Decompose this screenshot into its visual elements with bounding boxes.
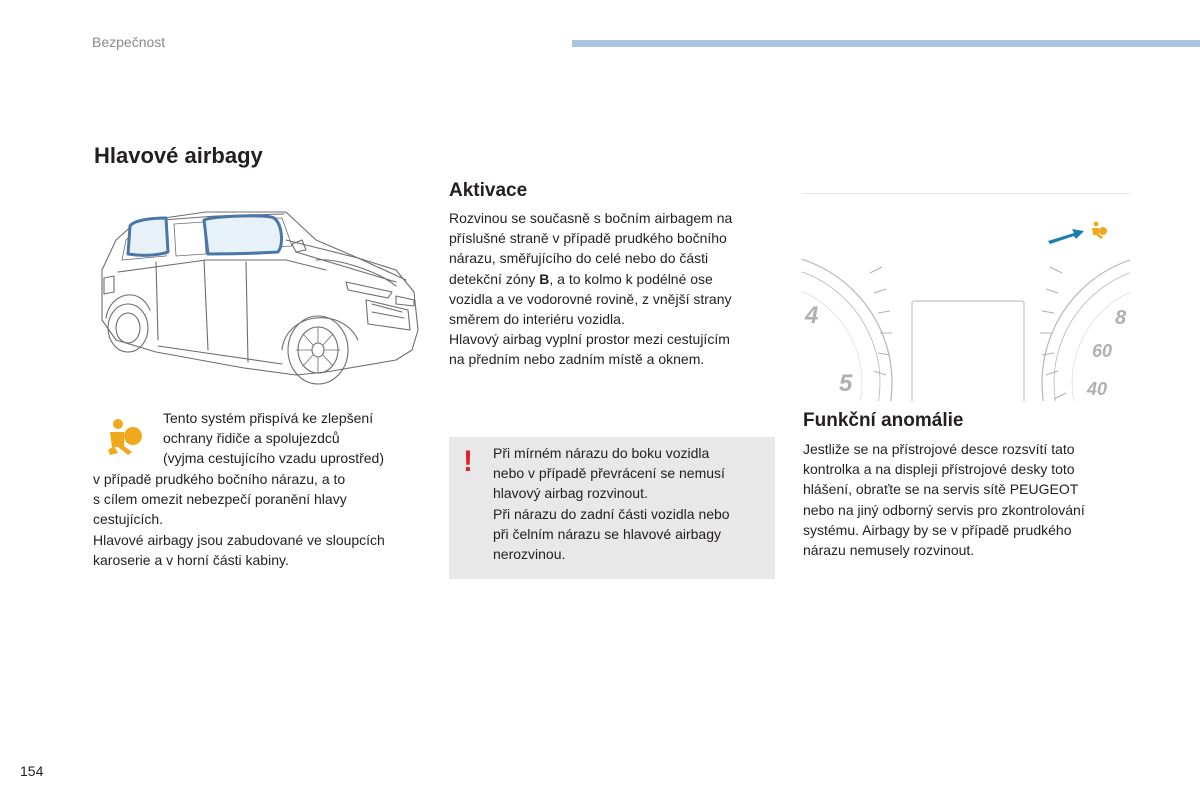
header-accent-bar	[572, 40, 1200, 47]
left-body-text	[93, 469, 423, 570]
zone-after: , a to kolmo k podélné ose	[549, 270, 713, 287]
activation-text	[449, 208, 779, 370]
malfunction-line: nebo na jiný odborný servis pro zkontrolování	[803, 501, 1085, 518]
malfunction-line: kontrolka a na displeji přístrojové desky toto	[803, 461, 1075, 478]
gauge-number: 5	[839, 370, 853, 397]
malfunction-line: Jestliže se na přístrojové desce rozsvítí tato	[803, 441, 1075, 457]
warning-line: hlavový airbag rozvinout.	[493, 485, 648, 502]
intro-text	[163, 408, 423, 469]
gauge-number: 60	[1092, 341, 1113, 361]
activation-line: Rozvinou se současně s bočním airbagem na	[449, 210, 733, 226]
body-line: cestujících.	[93, 511, 164, 528]
body-line: v případě prudkého bočního nárazu, a to	[93, 471, 346, 487]
page-number: 154	[20, 763, 44, 779]
zone-before: detekční zóny	[449, 270, 540, 287]
body-line: Hlavové airbagy jsou zabudované ve sloupcích	[93, 531, 385, 548]
activation-line: na předním nebo zadním místě a oknem.	[449, 351, 705, 368]
body-line: s cílem omezit nebezpečí poranění hlavy	[93, 491, 347, 508]
gauge-number: 4	[805, 302, 819, 329]
exclamation-icon: !	[463, 445, 473, 478]
warning-box	[449, 437, 775, 579]
activation-line: příslušné straně v případě prudkého bočního	[449, 230, 727, 247]
malfunction-text	[803, 439, 1133, 560]
malfunction-line: hlášení, obraťte se na servis sítě PEUGEOT	[803, 481, 1079, 498]
malfunction-line: nárazu nemusely rozvinout.	[803, 542, 975, 559]
gauge-number: 40	[1087, 379, 1108, 399]
activation-line: směrem do interiéru vozidla.	[449, 311, 625, 328]
warning-line: při čelním nárazu se hlavové airbagy	[493, 525, 722, 542]
gauge-number: 8	[1115, 307, 1127, 329]
intro-line: ochrany řidiče a spolujezdců	[163, 430, 340, 447]
activation-line-zone	[449, 269, 779, 289]
intro-line: Tento systém přispívá ke zlepšení	[163, 410, 374, 426]
car-illustration	[96, 200, 422, 390]
warning-line: nebo v případě převrácení se nemusí	[493, 465, 725, 482]
airbag-person-icon	[104, 416, 144, 456]
activation-line: nárazu, směřujícího do celé nebo do části	[449, 250, 709, 267]
warning-line: nerozvinou.	[493, 546, 566, 563]
warning-line: Při mírném nárazu do boku vozidla	[493, 445, 710, 461]
activation-line: Hlavový airbag vyplní prostor mezi cestujícím	[449, 331, 730, 348]
intro-line: (vyjma cestujícího vzadu uprostřed)	[163, 450, 384, 467]
malfunction-line: systému. Airbagy by se v případě prudkého	[803, 521, 1072, 538]
malfunction-heading: Funkční anomálie	[803, 410, 964, 431]
zone-letter: B	[539, 270, 550, 287]
body-line: karoserie a v horní části kabiny.	[93, 551, 289, 568]
warning-text	[493, 443, 763, 564]
page-title: Hlavové airbagy	[94, 143, 263, 168]
activation-line: vozidla a ve vodorovné rovině, z vnější strany	[449, 290, 732, 307]
warning-line: Při nárazu do zadní části vozidla nebo	[493, 505, 730, 522]
section-label: Bezpečnost	[92, 34, 166, 50]
dashboard-illustration	[802, 193, 1130, 401]
activation-heading: Aktivace	[449, 180, 528, 201]
